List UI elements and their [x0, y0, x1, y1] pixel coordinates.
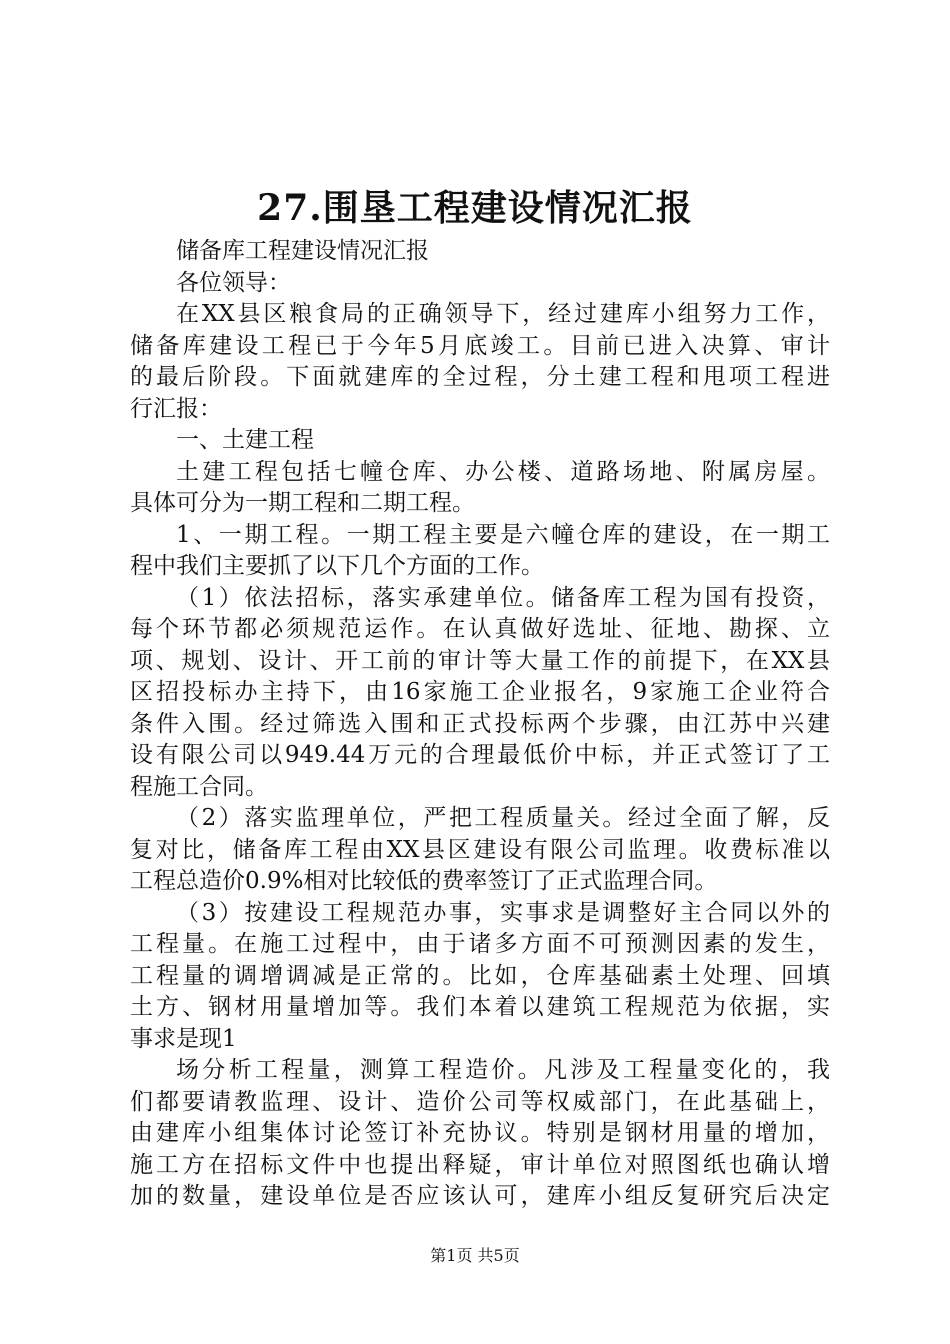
text-line: 在XX县区粮食局的正确领导下，经过建库小组努力工作，	[176, 301, 830, 327]
page-title: 27.围垦工程建设情况汇报	[257, 187, 693, 229]
text-line: 储备库工程建设情况汇报	[176, 238, 429, 264]
text-line: 1、一期工程。一期工程主要是六幢仓库的建设，在一期工	[176, 521, 830, 548]
text-line: 储备库建设工程已于今年5月底竣工。目前已进入决算、审计	[130, 332, 830, 359]
text-line: 行汇报：	[130, 395, 222, 422]
text-line: 由建库小组集体讨论签订补充协议。特别是钢材用量的增加，	[130, 1120, 830, 1146]
text-line: 工程总造价0.9%相对比较低的费率签订了正式监理合同。	[130, 868, 718, 894]
text-line: 场分析工程量，测算工程造价。凡涉及工程量变化的，我	[176, 1057, 830, 1083]
text-line: 每个环节都必须规范运作。在认真做好选址、征地、勘探、立	[130, 616, 830, 642]
text-line: （3）按建设工程规范办事，实事求是调整好主合同以外的	[176, 899, 830, 926]
text-line: （1）依法招标，落实承建单位。储备库工程为国有投资，	[176, 584, 830, 611]
text-line: 设有限公司以949.44万元的合理最低价中标，并正式签订了工	[130, 742, 830, 768]
text-line: 们都要请教监理、设计、造价公司等权威部门，在此基础上，	[130, 1088, 830, 1115]
text-line: 工程量。在施工过程中，由于诸多方面不可预测因素的发生，	[130, 931, 830, 957]
text-line: 复对比，储备库工程由XX县区建设有限公司监理。收费标准以	[130, 836, 830, 863]
document-body	[130, 236, 830, 1213]
text-line: 工程量的调增调减是正常的。比如，仓库基础素土处理、回填	[130, 962, 830, 989]
text-line: 一、土建工程	[176, 427, 314, 453]
text-line: 加的数量，建设单位是否应该认可，建库小组反复研究后决定	[130, 1183, 830, 1209]
text-line: 具体可分为一期工程和二期工程。	[130, 490, 475, 516]
text-line: （2）落实监理单位，严把工程质量关。经过全面了解，反	[176, 805, 830, 831]
text-line: 事求是现1	[130, 1025, 237, 1052]
text-line: 土方、钢材用量增加等。我们本着以建筑工程规范为依据，实	[130, 994, 830, 1020]
page-footer: 第1页 共5页	[430, 1246, 520, 1265]
text-line: 程施工合同。	[130, 773, 268, 800]
text-line: 项、规划、设计、开工前的审计等大量工作的前提下，在XX县	[130, 647, 830, 674]
text-line: 区招投标办主持下，由16家施工企业报名，9家施工企业符合	[130, 679, 830, 705]
text-line: 土建工程包括七幢仓库、办公楼、道路场地、附属房屋。	[176, 458, 830, 485]
text-line: 施工方在招标文件中也提出释疑，审计单位对照图纸也确认增	[130, 1151, 830, 1178]
text-line: 程中我们主要抓了以下几个方面的工作。	[130, 553, 544, 579]
text-line: 条件入围。经过筛选入围和正式投标两个步骤，由江苏中兴建	[130, 710, 830, 737]
text-line: 各位领导：	[176, 269, 291, 296]
text-line: 的最后阶段。下面就建库的全过程，分土建工程和甩项工程进	[130, 364, 830, 390]
